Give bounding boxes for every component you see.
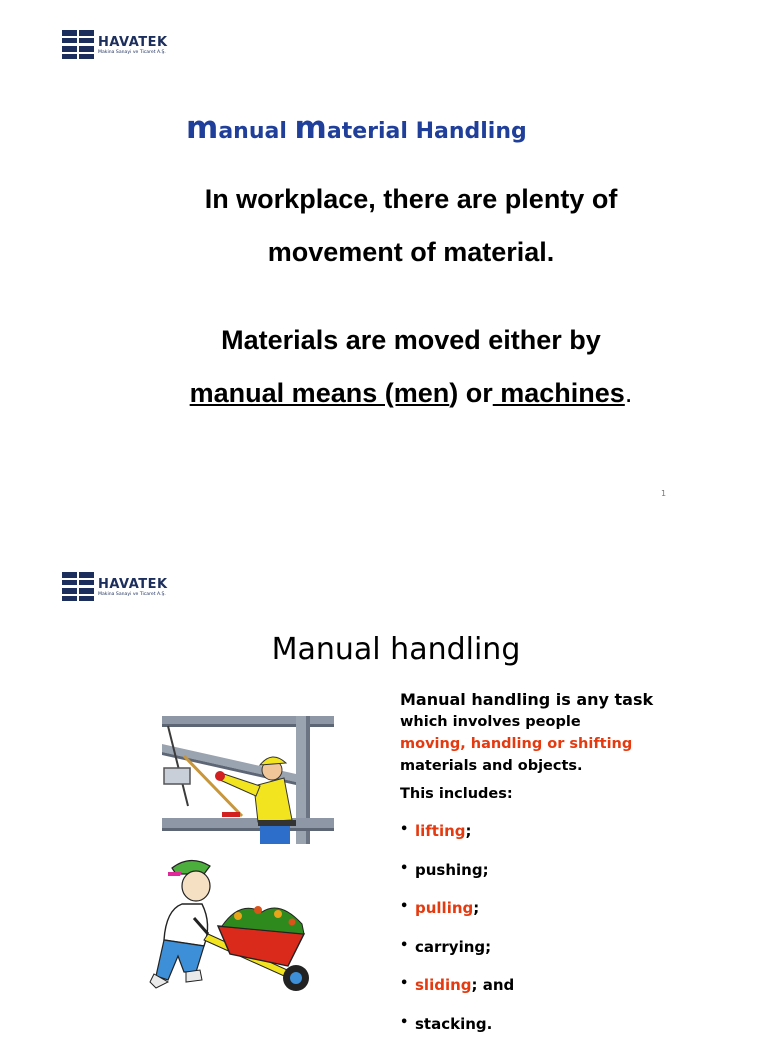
manual-means-text: manual means (men [189,378,450,408]
logo-mark-icon [62,29,96,61]
body-line-3: Materials are moved either by [221,325,601,355]
title-part-1: anual [218,119,295,144]
intro-line-2: which involves people [400,714,581,730]
title-part-2: aterial Handling [326,119,527,144]
logo-subtitle: Makina Sanayi ve Ticaret A.Ş. [98,592,166,597]
includes-list [400,822,514,1054]
page-number: 1 [661,489,667,498]
slide-2-title: Manual handling [271,632,521,667]
intro-line-1: Manual handling is any task [400,690,654,709]
intro-line-4: materials and objects. [400,758,583,774]
body-line-2: movement of material. [267,237,555,267]
period-text: . [624,378,633,408]
or-text: ) or [449,378,493,408]
logo-subtitle: Makina Sanayi ve Ticaret A.Ş. [98,50,166,55]
slide-1-title [186,110,527,146]
list-item: • carrying; [400,938,514,977]
list-item: • pushing; [400,861,514,900]
wheelbarrow-worker-icon [146,854,316,994]
company-logo [62,29,184,61]
logo-name: HAVATEK [98,35,168,50]
logo-mark-icon [62,571,96,603]
list-item: • stacking. [400,1015,514,1054]
logo-name: HAVATEK [98,577,168,592]
list-item: • sliding; and [400,976,514,1015]
title-initial-1: m [186,110,219,146]
construction-worker-icon [162,716,334,844]
machines-text: machines [492,378,625,408]
body-line-1: In workplace, there are plenty of [204,184,618,214]
title-initial-2: m [294,110,327,146]
list-item: • pulling; [400,899,514,938]
slide-2 [0,540,768,1033]
list-item: • lifting; [400,822,514,861]
body-line-4 [0,367,768,420]
company-logo [62,571,184,603]
intro-line-3: moving, handling or shifting [400,736,633,752]
includes-label: This includes: [400,786,513,802]
